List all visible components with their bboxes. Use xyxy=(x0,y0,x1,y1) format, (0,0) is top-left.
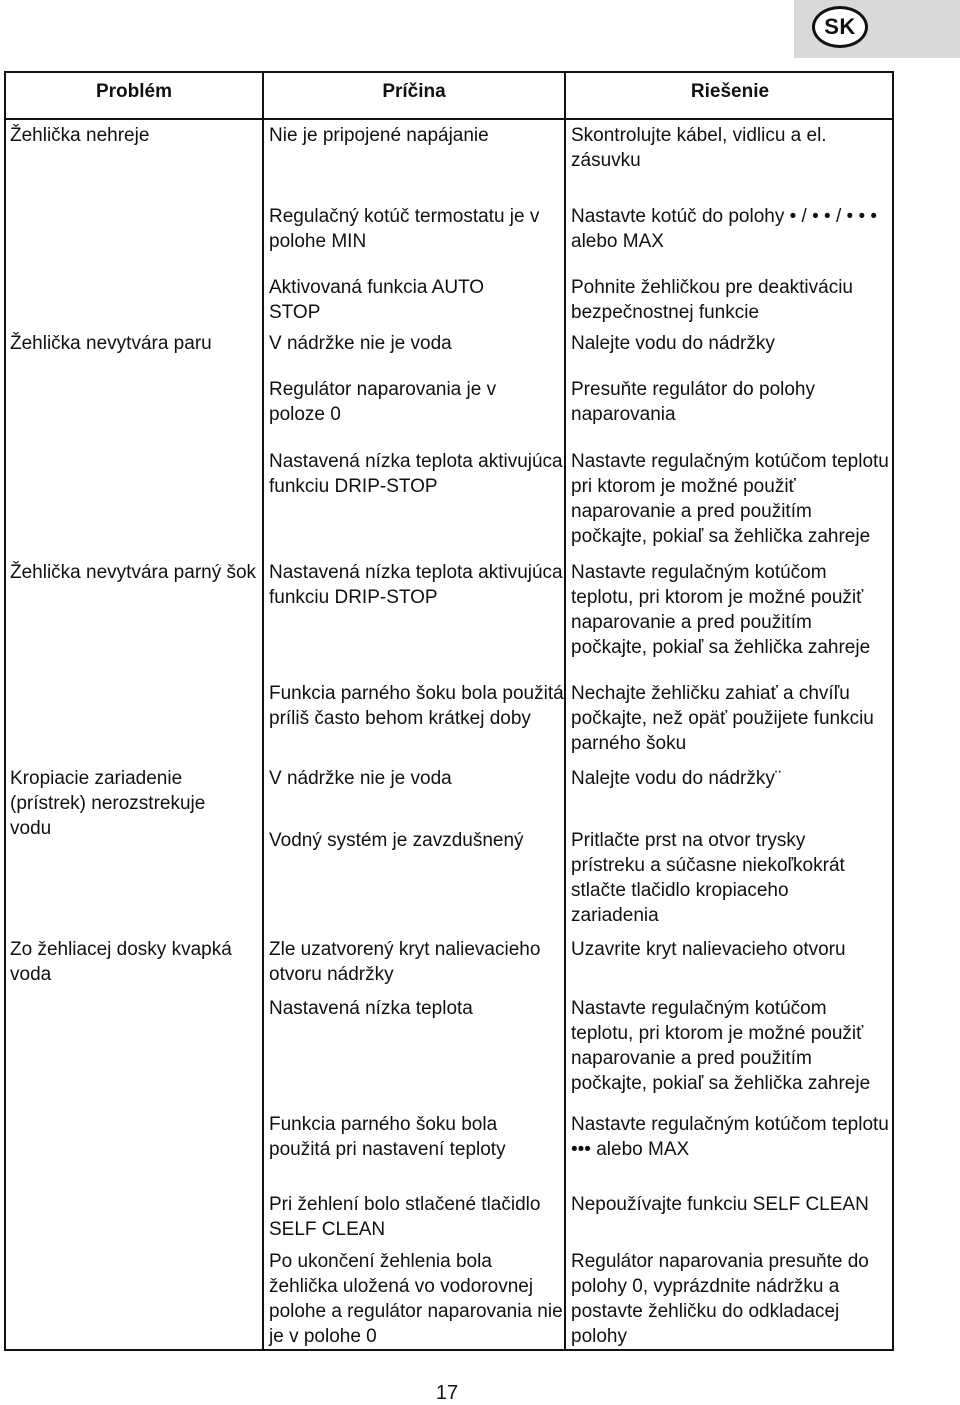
header-problem: Problém xyxy=(95,81,173,102)
problem-cell: Žehlička nevytvára parný šok xyxy=(10,562,257,583)
problem-cell: Žehlička nevytvára paru xyxy=(10,333,212,354)
problem-cell: Zo žehliacej dosky kvapká voda xyxy=(10,939,232,985)
solution-cell: Nechajte žehličku zahiať a chvíľu počkajte, než opäť použijete funkciu parného šoku xyxy=(571,683,874,754)
cause-cell: Nastavená nízka teplota aktivujúca funkciu DRIP-STOP xyxy=(269,451,563,497)
cause-cell: Po ukončení žehlenia bola žehlička uložená vo vodorovnej polohe a regulátor naparovania nie je v polohe 0 xyxy=(269,1251,563,1347)
cause-cell: Zle uzatvorený kryt nalievacieho otvoru nádržky xyxy=(269,939,541,985)
solution-cell: Nastavte kotúč do polohy • / • • / • • • alebo MAX xyxy=(571,206,878,252)
cause-cell: V nádržke nie je voda xyxy=(269,768,452,789)
solution-cell: Presuňte regulátor do polohy naparovania xyxy=(571,379,815,425)
solution-cell: Nalejte vodu do nádržky xyxy=(571,333,775,354)
solution-cell: Nastavte regulačným kotúčom teplotu pri ktorom je možné použiť naparovanie a pred použitím počkajte, pokiaľ sa žehlička zahreje xyxy=(571,451,889,547)
solution-cell: Nastavte regulačným kotúčom teplotu, pri ktorom je možné použiť naparovanie a pred použitím počkajte, pokiaľ sa žehlička zahreje xyxy=(571,998,871,1094)
page-number: 17 xyxy=(435,1382,459,1404)
cause-cell: Pri žehlení bolo stlačené tlačidlo SELF CLEAN xyxy=(269,1194,541,1240)
cause-cell: Vodný systém je zavzdušnený xyxy=(269,830,524,851)
cause-cell: Regulátor naparovania je v poloze 0 xyxy=(269,379,497,425)
header-cause: Príčina xyxy=(382,81,446,102)
header-divider xyxy=(6,118,892,120)
troubleshooting-table xyxy=(4,71,894,1351)
cause-cell: Funkcia parného šoku bola použitá pri nastavení teploty xyxy=(269,1114,506,1160)
solution-cell: Regulátor naparovania presuňte do polohy 0, vyprázdnite nádržku a postavte žehličku do odkladacej polohy xyxy=(571,1251,869,1347)
column-divider xyxy=(262,73,264,1349)
solution-cell: Skontrolujte kábel, vidlicu a el. zásuvku xyxy=(571,125,827,171)
solution-cell: Nastavte regulačným kotúčom teplotu ••• alebo MAX xyxy=(571,1114,889,1160)
cause-cell: Nastavená nízka teplota xyxy=(269,998,473,1019)
column-divider xyxy=(564,73,566,1349)
solution-cell: Nastavte regulačným kotúčom teplotu, pri ktorom je možné použiť naparovanie a pred použitím počkajte, pokiaľ sa žehlička zahreje xyxy=(571,562,871,658)
cause-cell: Regulačný kotúč termostatu je v polohe MIN xyxy=(269,206,540,252)
language-badge: SK xyxy=(812,6,868,48)
cause-cell: Aktivovaná funkcia AUTO STOP xyxy=(269,277,485,323)
problem-cell: Kropiacie zariadenie (prístrek) nerozstrekuje vodu xyxy=(10,768,206,839)
solution-cell: Nalejte vodu do nádržky¨ xyxy=(571,768,782,789)
problem-cell: Žehlička nehreje xyxy=(10,125,150,146)
solution-cell: Nepoužívajte funkciu SELF CLEAN xyxy=(571,1194,869,1215)
solution-cell: Pohnite žehličkou pre deaktiváciu bezpečnostnej funkcie xyxy=(571,277,854,323)
cause-cell: V nádržke nie je voda xyxy=(269,333,452,354)
cause-cell: Nie je pripojené napájanie xyxy=(269,125,489,146)
cause-cell: Nastavená nízka teplota aktivujúca funkciu DRIP-STOP xyxy=(269,562,563,608)
header-solution: Riešenie xyxy=(690,81,770,102)
solution-cell: Pritlačte prst na otvor trysky prístreku a súčasne niekoľkokrát stlačte tlačidlo kropiaceho zariadenia xyxy=(571,830,845,926)
cause-cell: Funkcia parného šoku bola použitá príliš často behom krátkej doby xyxy=(269,683,564,729)
solution-cell: Uzavrite kryt nalievacieho otvoru xyxy=(571,939,846,960)
